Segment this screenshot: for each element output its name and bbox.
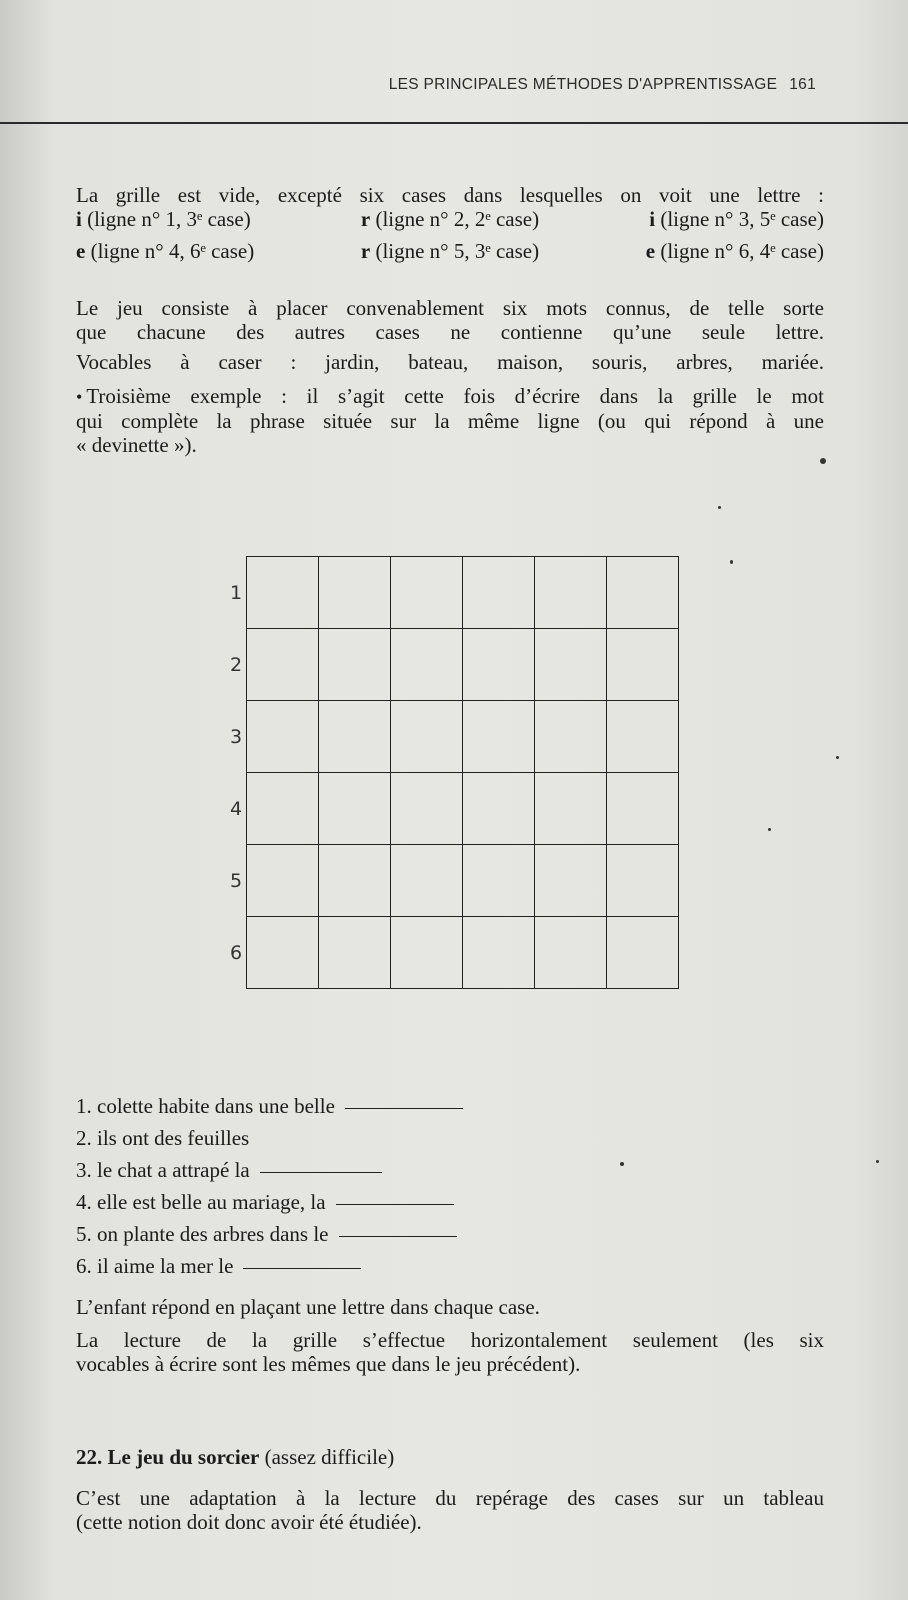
grid-cell	[247, 845, 319, 917]
clue: r (ligne n° 2, 2ᵉ case)	[360, 207, 540, 231]
grid-cell	[391, 845, 463, 917]
grid-cell	[607, 917, 679, 989]
reading-line: La lecture de la grille s’effectue horizontalement seulement (les six	[76, 1328, 824, 1352]
clue: e (ligne n° 6, 4ᵉ case)	[645, 239, 824, 263]
grid-row-label: 3	[229, 726, 243, 748]
grid-cell	[247, 773, 319, 845]
grid-cell	[607, 557, 679, 629]
game-line: Le jeu consiste à placer convenablement six mots connus, de telle sorte	[76, 296, 824, 320]
sentence-item: 5. on plante des arbres dans le	[76, 1218, 463, 1250]
third-example-paragraph	[76, 384, 824, 457]
grid-cell	[463, 845, 535, 917]
grid-cell	[319, 845, 391, 917]
header-rule	[0, 122, 908, 124]
vocab-line: Vocables à caser : jardin, bateau, maison, souris, arbres, mariée.	[76, 350, 824, 374]
clue: i (ligne n° 3, 5ᵉ case)	[649, 207, 824, 231]
answer-note: L’enfant répond en plaçant une lettre dans chaque case.	[76, 1295, 540, 1319]
grid-cell	[247, 917, 319, 989]
clue-row-2	[76, 239, 824, 263]
print-speck	[876, 1160, 879, 1163]
grid-cell	[319, 917, 391, 989]
header-title: LES PRINCIPALES MÉTHODES D'APPRENTISSAGE	[388, 76, 778, 93]
answer-blank	[243, 1268, 361, 1269]
sentence-item: 4. elle est belle au mariage, la	[76, 1186, 463, 1218]
grid-cell	[607, 845, 679, 917]
sentence-item: 6. il aime la mer le	[76, 1250, 463, 1282]
adaptation-paragraph	[76, 1486, 824, 1534]
third-example-line: qui complète la phrase située sur la même ligne (ou qui répond à une	[76, 409, 824, 433]
game-paragraph	[76, 296, 824, 374]
word-grid	[246, 556, 679, 989]
print-speck	[620, 1162, 624, 1166]
grid-cell	[247, 701, 319, 773]
answer-blank	[336, 1204, 454, 1205]
grid-cell	[607, 701, 679, 773]
reading-paragraph	[76, 1328, 824, 1376]
section-heading	[76, 1445, 394, 1470]
section-title: 22. Le jeu du sorcier	[76, 1445, 260, 1469]
page-number: 161	[789, 76, 816, 93]
print-speck	[768, 828, 771, 831]
grid-cell	[535, 701, 607, 773]
grid-cell	[463, 701, 535, 773]
grid-cell	[319, 773, 391, 845]
grid-cell	[319, 701, 391, 773]
grid-cell	[463, 773, 535, 845]
grid-cell	[391, 917, 463, 989]
grid-cell	[247, 557, 319, 629]
clue-row-1	[76, 207, 824, 231]
grid-row-label: 6	[229, 942, 243, 964]
game-line: que chacune des autres cases ne contienne qu’une seule lettre.	[76, 320, 824, 344]
intro-line: La grille est vide, excepté six cases dans lesquelles on voit une lettre :	[76, 183, 824, 207]
third-example-line: • Troisième exemple : il s’agit cette fois d’écrire dans la grille le mot	[76, 384, 824, 408]
adaptation-line: C’est une adaptation à la lecture du repérage des cases sur un tableau	[76, 1486, 824, 1510]
grid-cell	[319, 557, 391, 629]
grid-cell	[391, 557, 463, 629]
print-speck	[730, 560, 733, 564]
grid-cell	[391, 629, 463, 701]
grid-cell	[463, 917, 535, 989]
grid-row-label: 1	[229, 582, 243, 604]
grid-cell	[535, 917, 607, 989]
print-speck	[718, 506, 721, 509]
grid-cell	[319, 629, 391, 701]
sentence-list	[76, 1090, 463, 1282]
grid-cell	[463, 629, 535, 701]
adaptation-line: (cette notion doit donc avoir été étudiée).	[76, 1510, 422, 1534]
answer-blank	[345, 1108, 463, 1109]
grid-cell	[607, 629, 679, 701]
bullet-icon: •	[76, 387, 83, 407]
clue: e (ligne n° 4, 6ᵉ case)	[76, 239, 255, 263]
grid-cell	[535, 845, 607, 917]
grid-row-label: 2	[229, 654, 243, 676]
sentence-item: 1. colette habite dans une belle	[76, 1090, 463, 1122]
reading-line: vocables à écrire sont les mêmes que dans le jeu précédent).	[76, 1352, 581, 1376]
intro-paragraph	[76, 183, 824, 263]
answer-blank	[339, 1236, 457, 1237]
sentence-item: 2. ils ont des feuilles	[76, 1126, 250, 1150]
grid-cell	[391, 701, 463, 773]
print-speck	[836, 756, 839, 759]
grid-row-label: 4	[229, 798, 243, 820]
grid-cell	[463, 557, 535, 629]
grid-cell	[247, 629, 319, 701]
grid-cell	[535, 557, 607, 629]
section-subtitle: (assez difficile)	[264, 1445, 395, 1469]
grid-cell	[391, 773, 463, 845]
sentence-item: 3. le chat a attrapé la	[76, 1154, 463, 1186]
grid-cell	[535, 629, 607, 701]
grid-row-label: 5	[229, 870, 243, 892]
grid-cell	[535, 773, 607, 845]
running-header	[389, 76, 816, 94]
print-speck	[820, 458, 826, 464]
answer-blank	[260, 1172, 382, 1173]
clue: i (ligne n° 1, 3ᵉ case)	[76, 207, 251, 231]
third-example-line: « devinette »).	[76, 433, 197, 457]
grid-cell	[607, 773, 679, 845]
clue: r (ligne n° 5, 3ᵉ case)	[360, 239, 540, 263]
